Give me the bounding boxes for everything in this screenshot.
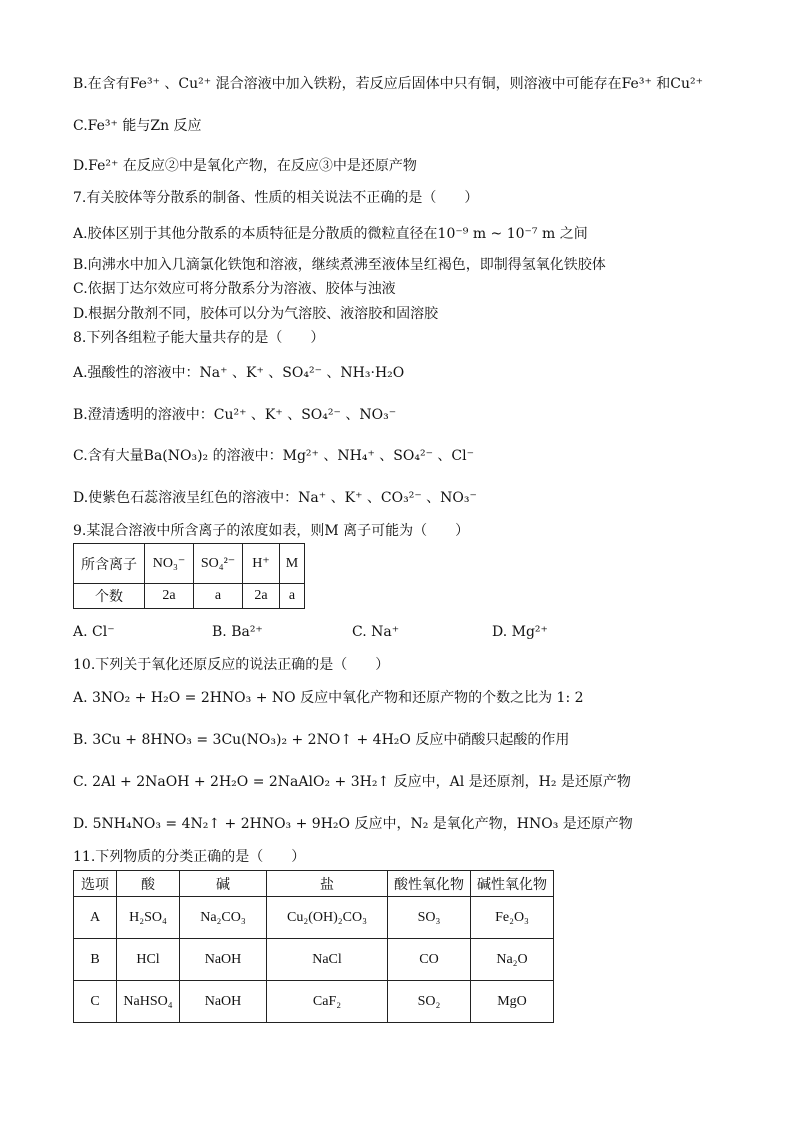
q9-option-c: C. Na⁺ [352, 624, 400, 640]
q9-ion-table [73, 543, 305, 609]
q11-header-cell: 碱性氧化物 [471, 871, 554, 897]
q11-cell: B [74, 939, 117, 981]
q11-cell: Fe₂O₃ [471, 897, 554, 939]
q9-cell: 个数 [74, 584, 145, 609]
q11-cell: SO₂ [388, 981, 471, 1023]
q10-option-a: A. 3NO₂ + H₂O = 2HNO₃ + NO 反应中氧化产物和还原产物的个数之比为 1: 2 [73, 690, 584, 706]
q11-header-cell: 选项 [74, 871, 117, 897]
q10-stem: 10.下列关于氧化还原反应的说法正确的是（ ） [73, 657, 390, 673]
q11-header-cell: 酸性氧化物 [388, 871, 471, 897]
q9-option-b: B. Ba²⁺ [212, 624, 263, 640]
q8-option-b: B.澄清透明的溶液中：Cu²⁺ 、K⁺ 、SO₄²⁻ 、NO₃⁻ [73, 407, 397, 423]
q11-header-cell: 盐 [267, 871, 388, 897]
q11-cell: C [74, 981, 117, 1023]
q11-cell: H₂SO₄ [117, 897, 180, 939]
q7-option-a: A.胶体区别于其他分散系的本质特征是分散质的微粒直径在10⁻⁹ m ~ 10⁻⁷ m 之间 [73, 226, 588, 242]
q11-cell: HCl [117, 939, 180, 981]
q11-table-row [74, 939, 554, 981]
q9-table-row [74, 584, 305, 609]
q7-option-b: B.向沸水中加入几滴氯化铁饱和溶液，继续煮沸至液体呈红褐色，即制得氢氧化铁胶体 [73, 257, 606, 273]
q11-header-cell: 碱 [180, 871, 267, 897]
q11-cell: MgO [471, 981, 554, 1023]
q9-option-d: D. Mg²⁺ [492, 624, 548, 640]
q10-option-d: D. 5NH₄NO₃ = 4N₂↑ + 2HNO₃ + 9H₂O 反应中，N₂ 是氧化产物，HNO₃ 是还原产物 [73, 816, 633, 832]
q6-option-b: B.在含有Fe³⁺ 、Cu²⁺ 混合溶液中加入铁粉，若反应后固体中只有铜，则溶液中可能存在Fe³⁺ 和Cu²⁺ [73, 76, 704, 92]
q9-stem: 9.某混合溶液中所含离子的浓度如表，则M 离子可能为（ ） [73, 523, 470, 539]
q8-option-a: A.强酸性的溶液中：Na⁺ 、K⁺ 、SO₄²⁻ 、NH₃·H₂O [73, 365, 405, 381]
q11-cell: NaOH [180, 981, 267, 1023]
q11-cell: NaOH [180, 939, 267, 981]
q11-cell: A [74, 897, 117, 939]
q9-header-cell: SO₄²⁻ [194, 544, 243, 584]
q8-option-d: D.使紫色石蕊溶液呈红色的溶液中：Na⁺ 、K⁺ 、CO₃²⁻ 、NO₃⁻ [73, 490, 477, 506]
q11-cell: CaF₂ [267, 981, 388, 1023]
q9-cell: a [194, 584, 243, 609]
q7-option-d: D.根据分散剂不同，胶体可以分为气溶胶、液溶胶和固溶胶 [73, 306, 439, 322]
q11-stem: 11.下列物质的分类正确的是（ ） [73, 849, 306, 865]
q7-option-c: C.依据丁达尔效应可将分散系分为溶液、胶体与浊液 [73, 281, 396, 297]
q9-header-cell: NO₃⁻ [145, 544, 194, 584]
q8-stem: 8.下列各组粒子能大量共存的是（ ） [73, 330, 325, 346]
q9-table-header-row [74, 544, 305, 584]
q10-option-c: C. 2Al + 2NaOH + 2H₂O = 2NaAlO₂ + 3H₂↑ 反应中，Al 是还原剂，H₂ 是还原产物 [73, 774, 631, 790]
q9-cell: 2a [145, 584, 194, 609]
q8-option-c: C.含有大量Ba(NO₃)₂ 的溶液中：Mg²⁺ 、NH₄⁺ 、SO₄²⁻ 、Cl⁻ [73, 448, 474, 464]
q6-option-d: D.Fe²⁺ 在反应②中是氧化产物，在反应③中是还原产物 [73, 158, 417, 174]
q11-cell: NaCl [267, 939, 388, 981]
q9-header-cell: H⁺ [243, 544, 280, 584]
q11-cell: CO [388, 939, 471, 981]
q9-header-cell: 所含离子 [74, 544, 145, 584]
q11-cell: NaHSO₄ [117, 981, 180, 1023]
q10-option-b: B. 3Cu + 8HNO₃ = 3Cu(NO₃)₂ + 2NO↑ + 4H₂O 反应中硝酸只起酸的作用 [73, 732, 570, 748]
q7-stem: 7.有关胶体等分散系的制备、性质的相关说法不正确的是（ ） [73, 190, 479, 206]
q11-table-row [74, 981, 554, 1023]
q9-option-a: A. Cl⁻ [73, 624, 115, 640]
q11-table-header-row [74, 871, 554, 897]
q11-cell: Na₂CO₃ [180, 897, 267, 939]
q9-header-cell: M [280, 544, 305, 584]
q9-cell: 2a [243, 584, 280, 609]
q11-table-row [74, 897, 554, 939]
q6-option-c: C.Fe³⁺ 能与Zn 反应 [73, 118, 202, 134]
q9-cell: a [280, 584, 305, 609]
q11-classification-table [73, 870, 554, 1023]
q11-cell: SO₃ [388, 897, 471, 939]
q11-header-cell: 酸 [117, 871, 180, 897]
q11-cell: Na₂O [471, 939, 554, 981]
q11-cell: Cu₂(OH)₂CO₃ [267, 897, 388, 939]
